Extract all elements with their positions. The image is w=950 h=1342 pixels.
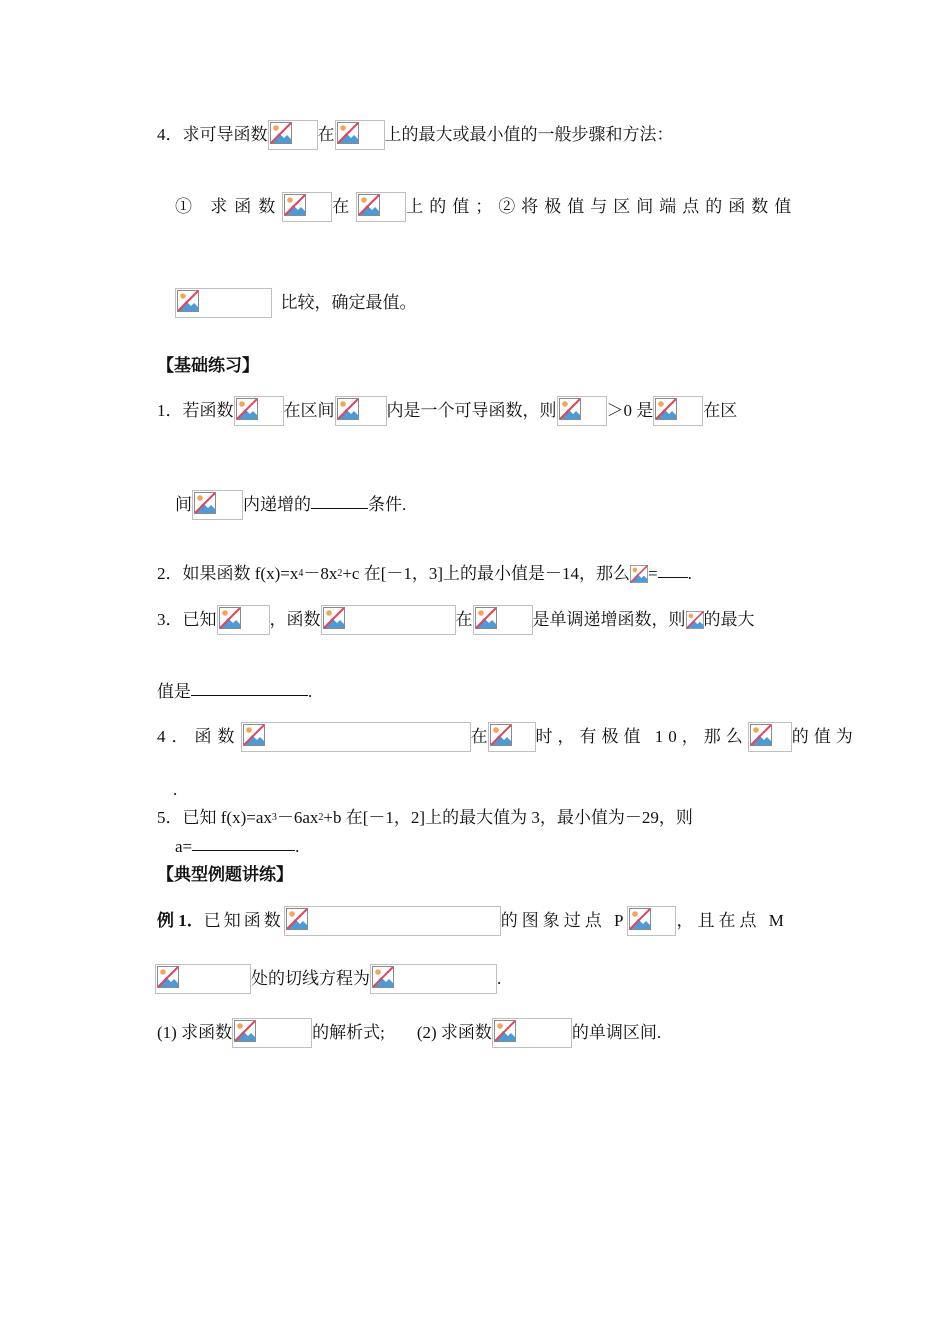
broken-image-icon (559, 398, 581, 420)
examples-heading: 【典型例题讲练】 (157, 865, 293, 884)
broken-image-icon (243, 724, 265, 746)
broken-image-icon (686, 611, 704, 629)
formula-image (686, 609, 704, 631)
blank-line (192, 834, 295, 851)
formula-image (488, 722, 536, 752)
broken-image-icon (475, 607, 497, 629)
formula-image (232, 1018, 312, 1048)
broken-image-icon (337, 398, 359, 420)
formula-image (268, 120, 318, 150)
broken-image-icon (629, 908, 651, 930)
formula-image (155, 964, 251, 994)
basics-q1-line2: 间 内递增的 条件. (175, 490, 406, 520)
broken-image-icon (234, 1020, 256, 1042)
formula-image (282, 192, 332, 222)
example1-line2: 处的切线方程为 . (155, 964, 501, 994)
example1-line1: 例 1．已知函数 的图象过点 P ，且在点 M (157, 906, 788, 936)
broken-image-icon (177, 290, 199, 312)
broken-image-icon (323, 607, 345, 629)
broken-image-icon (286, 908, 308, 930)
sec4-line2: ① 求函数 在 上的值；②将极值与区间端点的函数值 (175, 192, 797, 222)
blank-line (191, 679, 308, 696)
broken-image-icon (157, 966, 179, 988)
basics-q5-line1: 5．已知 f(x)=ax3－6ax2+b 在[－1，2]上的最大值为 3，最小值为－29，则 (157, 808, 693, 828)
basics-q5-line2: a= . (175, 834, 299, 858)
basics-q4: 4．函数 在 时，有极值 10，那么 的值为 (157, 722, 858, 752)
basics-q2: 2．如果函数 f(x)=x4－8x2+c 在[－1，3]上的最小值是－14，那么 = . (157, 561, 692, 585)
formula-image (356, 192, 406, 222)
formula-image (335, 120, 385, 150)
broken-image-icon (372, 966, 394, 988)
basics-q3-line1: 3．已知 ，函数 在 是单调递增函数，则 的最大 (157, 605, 755, 635)
basics-heading: 【基础练习】 (157, 356, 259, 375)
broken-image-icon (630, 565, 648, 583)
blank-line (658, 561, 688, 578)
sec4-line1: 4．求可导函数 在 上的最大或最小值的一般步骤和方法： (157, 120, 674, 150)
formula-image (192, 490, 243, 520)
basics-q1-line1: 1．若函数 在区间 内是一个可导函数，则 ＞0 是 在区 (157, 396, 737, 426)
formula-image (473, 605, 533, 635)
formula-image (335, 396, 387, 426)
formula-image (217, 605, 270, 635)
formula-image (370, 964, 497, 994)
broken-image-icon (194, 492, 216, 514)
basics-q4-blank: . (173, 780, 178, 799)
broken-image-icon (750, 724, 772, 746)
formula-image (175, 288, 272, 318)
broken-image-icon (236, 398, 258, 420)
formula-image (284, 906, 501, 936)
basics-q3-line2: 值是 . (157, 679, 312, 703)
formula-image (234, 396, 284, 426)
formula-image (630, 563, 648, 585)
formula-image (627, 906, 676, 936)
broken-image-icon (219, 607, 241, 629)
broken-image-icon (655, 398, 677, 420)
broken-image-icon (270, 122, 292, 144)
broken-image-icon (337, 122, 359, 144)
broken-image-icon (358, 194, 380, 216)
formula-image (653, 396, 703, 426)
formula-image (748, 722, 792, 752)
broken-image-icon (284, 194, 306, 216)
formula-image (241, 722, 471, 752)
blank-line (311, 492, 368, 509)
formula-image (492, 1018, 572, 1048)
broken-image-icon (494, 1020, 516, 1042)
formula-image (321, 605, 456, 635)
broken-image-icon (490, 724, 512, 746)
sec4-line3: 比较，确定最值。 (175, 288, 417, 318)
example1-line3: (1) 求函数 的解析式; (2) 求函数 的单调区间. (157, 1018, 661, 1048)
formula-image (557, 396, 607, 426)
